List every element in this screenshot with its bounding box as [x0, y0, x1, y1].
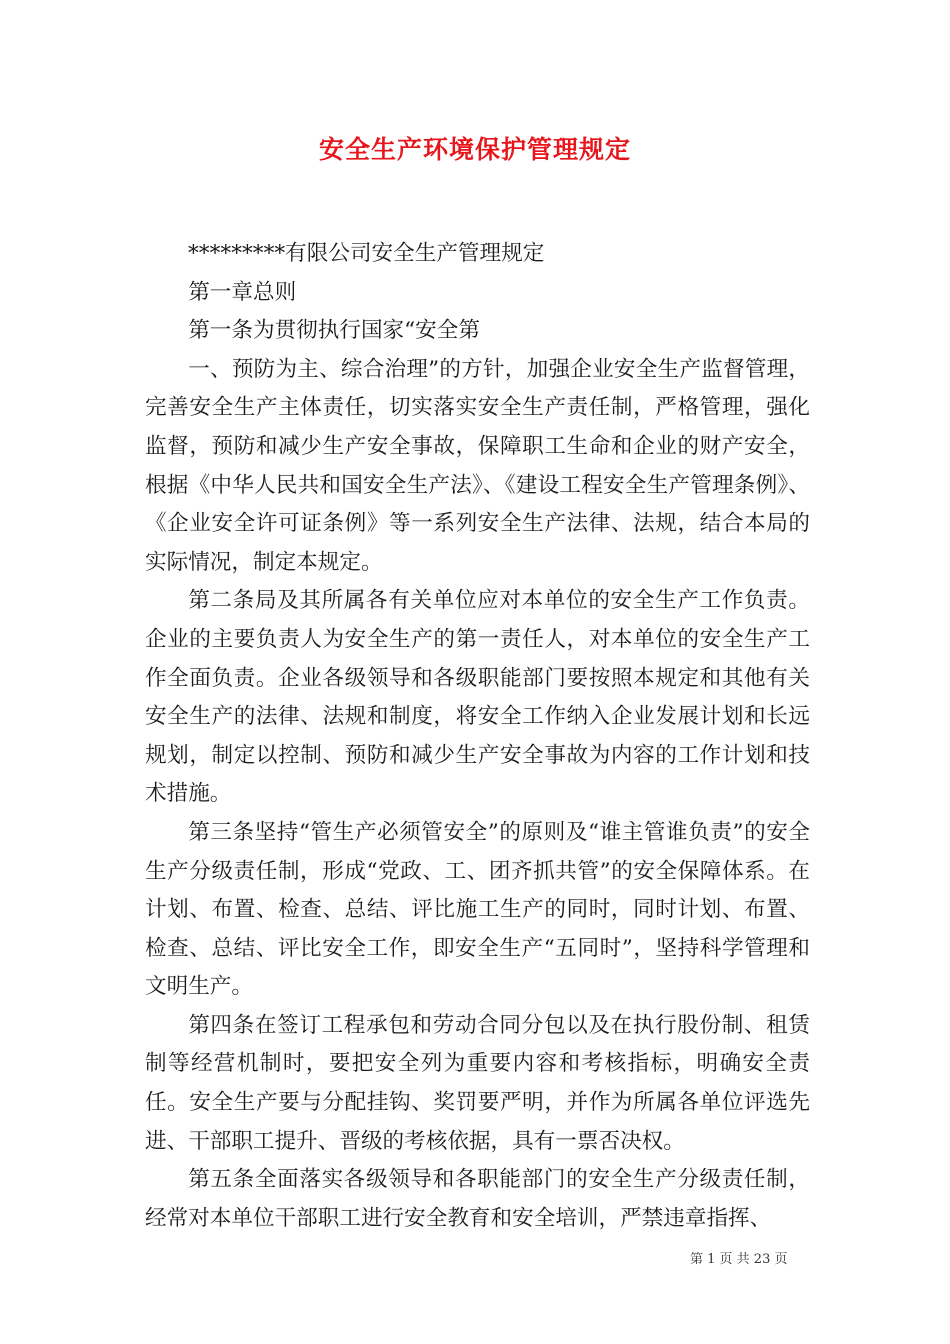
article-1-body: 一、预防为主、综合治理”的方针，加强企业安全生产监督管理，完善安全生产主体责任，切实落实安全生产责任制，严格管理，强化监督，预防和减少生产安全事故，保障职工生命和企业的财产安全，根据《中华人民共和国安全生产法》、《建设工程安全生产管理条例》、《企业安全许可证条例》等一系列安全生产法律、法规，结合本局的实际情况，制定本规定。	[145, 356, 810, 575]
chapter-heading: 第一章总则	[188, 279, 297, 305]
article-3: 第三条坚持“管生产必须管安全”的原则及“谁主管谁负责”的安全生产分级责任制，形成“党政、工、团齐抓共管”的安全保障体系。在计划、布置、检查、总结、评比施工生产的同时，同时计划、布置、检查、总结、评比安全工作，即安全生产“五同时”，坚持科学管理和文明生产。	[145, 819, 810, 1000]
article-1-intro: 第一条为贯彻执行国家“安全第	[188, 318, 480, 344]
company-regulation-heading: *********有限公司安全生产管理规定	[188, 241, 545, 266]
article-5: 第五条全面落实各级领导和各职能部门的安全生产分级责任制，经常对本单位干部职工进行安全教育和安全培训，严禁违章指挥、	[145, 1167, 810, 1231]
document-title: 安全生产环境保护管理规定	[318, 135, 631, 164]
page-number: 第 1 页 共 23 页	[690, 1252, 788, 1267]
article-4: 第四条在签订工程承包和劳动合同分包以及在执行股份制、租赁制等经营机制时，要把安全列为重要内容和考核指标，明确安全责任。安全生产要与分配挂钩、奖罚要严明，并作为所属各单位评选先进、干部职工提升、晋级的考核依据，具有一票否决权。	[145, 1012, 810, 1154]
article-2: 第二条局及其所属各有关单位应对本单位的安全生产工作负责。企业的主要负责人为安全生产的第一责任人，对本单位的安全生产工作全面负责。企业各级领导和各级职能部门要按照本规定和其他有关安全生产的法律、法规和制度，将安全工作纳入企业发展计划和长远规划，制定以控制、预防和减少生产安全事故为内容的工作计划和技术措施。	[145, 588, 810, 807]
document-body	[145, 235, 810, 1238]
